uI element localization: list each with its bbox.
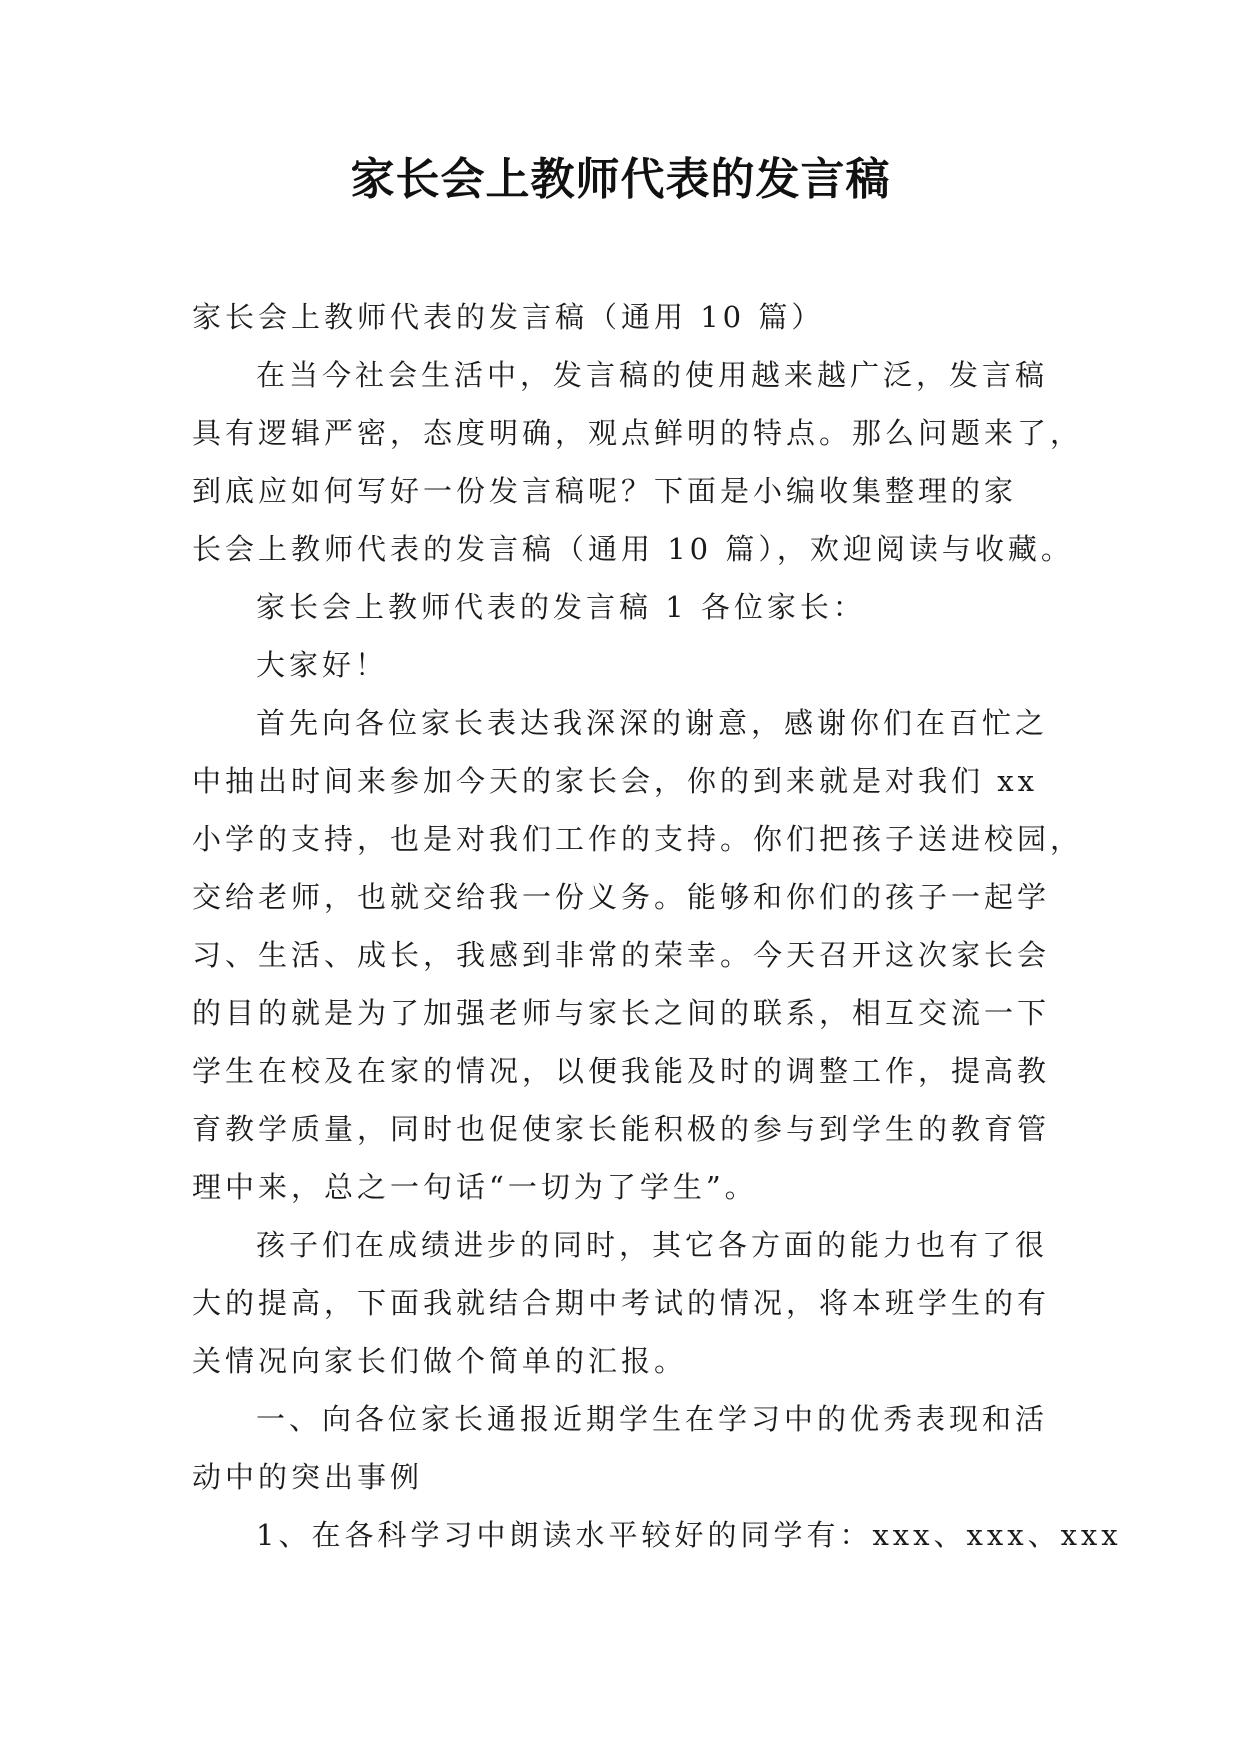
text-line: 孩子们在成绩进步的同时，其它各方面的能力也有了很: [256, 1228, 1049, 1262]
text-line: 具有逻辑严密，态度明确，观点鲜明的特点。那么问题来了，: [192, 416, 1084, 450]
document-title: 家长会上教师代表的发言稿: [350, 154, 891, 205]
text-line: 大的提高，下面我就结合期中考试的情况，将本班学生的有: [192, 1286, 1051, 1320]
text-line: 首先向各位家长表达我深深的谢意，感谢你们在百忙之: [256, 706, 1049, 740]
text-line: 的目的就是为了加强老师与家长之间的联系，相互交流一下: [192, 996, 1051, 1030]
text-line: 育教学质量，同时也促使家长能积极的参与到学生的教育管: [192, 1112, 1051, 1146]
text-line: 动中的突出事例: [192, 1460, 424, 1494]
text-line: 学生在校及在家的情况，以便我能及时的调整工作，提高教: [192, 1054, 1051, 1088]
text-line: 长会上教师代表的发言稿（通用 10 篇），欢迎阅读与收藏。: [192, 532, 1074, 566]
text-line: 中抽出时间来参加今天的家长会，你的到来就是对我们 xx: [192, 764, 1038, 798]
text-line: 理中来，总之一句话“一切为了学生”。: [192, 1170, 758, 1204]
text-line: 关情况向家长们做个简单的汇报。: [192, 1344, 688, 1378]
text-line: 小学的支持，也是对我们工作的支持。你们把孩子送进校园，: [192, 822, 1084, 856]
text-line: 大家好！: [256, 648, 389, 682]
text-line: 习、生活、成长，我感到非常的荣幸。今天召开这次家长会: [192, 938, 1051, 972]
text-line: 交给老师，也就交给我一份义务。能够和你们的孩子一起学: [192, 880, 1051, 914]
text-line: 在当今社会生活中，发言稿的使用越来越广泛，发言稿: [256, 358, 1049, 392]
text-line: 家长会上教师代表的发言稿 1 各位家长：: [256, 590, 866, 624]
document-body: [192, 288, 1122, 1564]
text-line: 家长会上教师代表的发言稿（通用 10 篇）: [192, 300, 825, 334]
text-line: 到底应如何写好一份发言稿呢？下面是小编收集整理的家: [192, 474, 1018, 508]
text-line: 一、向各位家长通报近期学生在学习中的优秀表现和活: [256, 1402, 1049, 1436]
text-line: 1、在各科学习中朗读水平较好的同学有：xxx、xxx、xxx: [256, 1518, 1122, 1552]
